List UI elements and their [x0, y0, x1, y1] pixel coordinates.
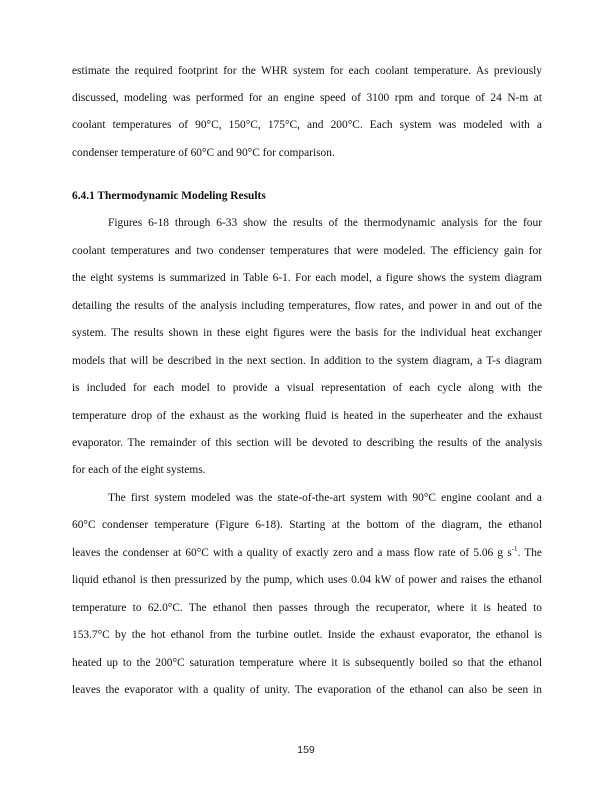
body-text-line: detailing the results of the analysis including temperatures, flow rates, and power in and out of the: [72, 300, 542, 312]
body-text-line: discussed, modeling was performed for an engine speed of 3100 rpm and torque of 24 N-m at: [72, 92, 542, 104]
body-text-line: coolant temperatures and two condenser temperatures that were modeled. The efficiency gain for: [72, 245, 542, 257]
body-text-line: the eight systems is summarized in Table 6-1. For each model, a figure shows the system diagram: [72, 272, 542, 284]
body-text-line: The first system modeled was the state-of-the-art system with 90°C engine coolant and a: [108, 492, 542, 504]
body-text-line-with-superscript: [72, 546, 542, 560]
body-text-line: system. The results shown in these eight figures were the basis for the individual heat exchanger: [72, 327, 542, 339]
body-text-line: liquid ethanol is then pressurized by the pump, which uses 0.04 kW of power and raises the ethanol: [72, 574, 542, 586]
body-text-line: temperature to 62.0°C. The ethanol then passes through the recuperator, where it is heated to: [72, 602, 542, 614]
body-text-line: is included for each model to provide a visual representation of each cycle along with the: [72, 382, 542, 394]
body-text-line: for each of the eight systems.: [72, 464, 206, 476]
body-text-segment: leaves the condenser at 60°C with a quality of exactly zero and a mass flow rate of 5.06 g s: [72, 547, 512, 559]
body-text-line: 60°C condenser temperature (Figure 6-18). Starting at the bottom of the diagram, the ethanol: [72, 519, 542, 531]
body-text-line: condenser temperature of 60°C and 90°C for comparison.: [72, 147, 335, 159]
body-text-line: leaves the evaporator with a quality of unity. The evaporation of the ethanol can also be seen in: [72, 684, 542, 696]
body-text-line: heated up to the 200°C saturation temperature where it is subsequently boiled so that the ethanol: [72, 657, 542, 669]
body-text-line: 153.7°C by the hot ethanol from the turbine outlet. Inside the exhaust evaporator, the ethanol is: [72, 629, 542, 641]
body-text-line: coolant temperatures of 90°C, 150°C, 175°C, and 200°C. Each system was modeled with a: [72, 119, 542, 131]
body-text-segment: . The: [517, 547, 542, 559]
body-text-line: estimate the required footprint for the WHR system for each coolant temperature. As previously: [72, 65, 542, 77]
body-text-line: evaporator. The remainder of this section will be devoted to describing the results of the analysis: [72, 437, 542, 449]
body-text-line: temperature drop of the exhaust as the working fluid is heated in the superheater and the exhaust: [72, 410, 542, 422]
page-number: 159: [297, 744, 315, 756]
body-text-line: Figures 6-18 through 6-33 show the results of the thermodynamic analysis for the four: [108, 217, 542, 229]
section-heading: 6.4.1 Thermodynamic Modeling Results: [72, 190, 266, 202]
unit-superscript: -1: [511, 545, 518, 554]
body-text-line: models that will be described in the next section. In addition to the system diagram, a T-s diagram: [72, 355, 542, 367]
